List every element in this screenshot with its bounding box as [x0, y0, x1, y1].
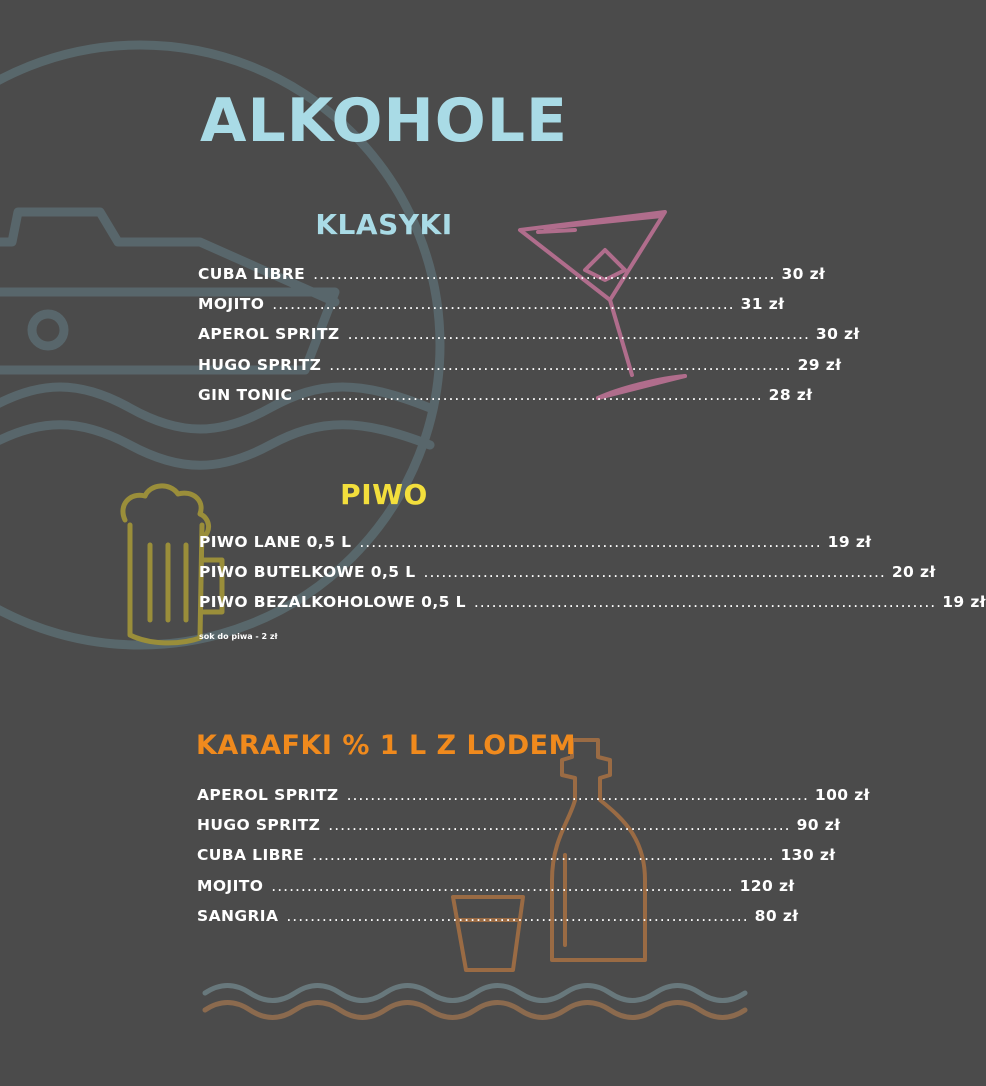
list-item	[198, 265, 826, 287]
dot-leader: ..............................................................................	[271, 877, 734, 895]
section-title-piwo: PIWO	[340, 478, 428, 511]
list-item	[197, 816, 841, 838]
item-name: CUBA LIBRE	[198, 265, 306, 283]
item-name: PIWO LANE 0,5 L	[199, 533, 352, 551]
dot-leader: ..............................................................................	[313, 265, 776, 283]
dot-leader: ..............................................................................	[423, 563, 886, 581]
section-title-klasyki: KLASYKI	[315, 208, 453, 241]
dot-leader: ..............................................................................	[300, 386, 763, 404]
item-price: 90 zł	[796, 816, 841, 834]
item-name: CUBA LIBRE	[197, 846, 305, 864]
list-item	[198, 295, 785, 317]
item-price: 29 zł	[797, 356, 842, 374]
item-name: APEROL SPRITZ	[197, 786, 339, 804]
item-price: 80 zł	[754, 907, 799, 925]
list-item	[199, 533, 872, 555]
item-price: 28 zł	[768, 386, 813, 404]
item-name: MOJITO	[198, 295, 265, 313]
item-price: 30 zł	[815, 325, 860, 343]
list-item	[198, 356, 842, 378]
list-item	[197, 786, 870, 808]
item-price: 19 zł	[942, 593, 986, 611]
dot-leader: ..............................................................................	[286, 907, 749, 925]
item-price: 31 zł	[740, 295, 785, 313]
item-name: APEROL SPRITZ	[198, 325, 340, 343]
item-name: PIWO BEZALKOHOLOWE 0,5 L	[199, 593, 466, 611]
dot-leader: ..............................................................................	[272, 295, 735, 313]
piwo-note: sok do piwa - 2 zł	[199, 632, 278, 641]
dot-leader: ..............................................................................	[473, 593, 937, 611]
dot-leader: ..............................................................................	[328, 816, 791, 834]
dot-leader: ..............................................................................	[346, 786, 809, 804]
dot-leader: ..............................................................................	[329, 356, 792, 374]
list-item	[198, 325, 860, 347]
item-price: 100 zł	[814, 786, 870, 804]
wave-icon	[205, 986, 745, 1018]
list-item	[197, 907, 799, 929]
section-title-karafki: KARAFKI % 1 L Z LODEM	[196, 730, 576, 761]
item-name: HUGO SPRITZ	[197, 816, 321, 834]
list-item	[199, 593, 986, 615]
item-price: 20 zł	[891, 563, 936, 581]
list-item	[197, 877, 795, 899]
item-price: 19 zł	[827, 533, 872, 551]
item-price: 30 zł	[781, 265, 826, 283]
item-name: GIN TONIC	[198, 386, 293, 404]
list-item	[197, 846, 836, 868]
item-price: 130 zł	[780, 846, 836, 864]
dot-leader: ..............................................................................	[359, 533, 822, 551]
list-item	[199, 563, 936, 585]
dot-leader: ..............................................................................	[347, 325, 810, 343]
item-name: SANGRIA	[197, 907, 279, 925]
item-price: 120 zł	[739, 877, 795, 895]
page-title: ALKOHOLE	[200, 86, 568, 156]
item-name: HUGO SPRITZ	[198, 356, 322, 374]
item-name: MOJITO	[197, 877, 264, 895]
list-item	[198, 386, 813, 408]
item-name: PIWO BUTELKOWE 0,5 L	[199, 563, 416, 581]
dot-leader: ..............................................................................	[312, 846, 775, 864]
